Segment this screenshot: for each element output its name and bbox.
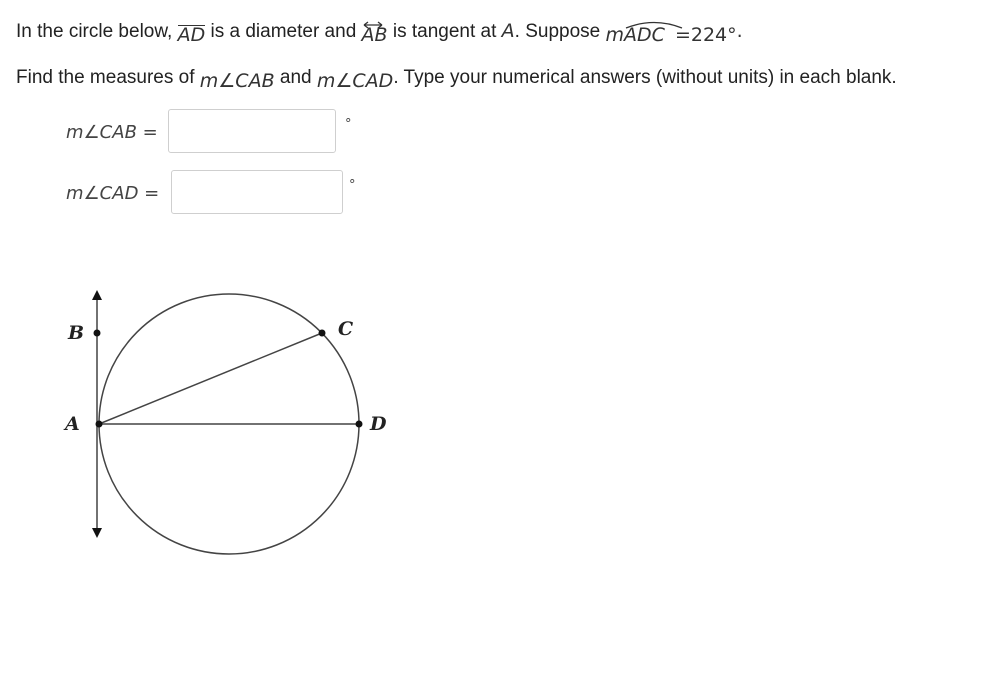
problem-text: In the circle below, — [16, 21, 178, 42]
answer-label-cad: m∠CAD = — [66, 183, 160, 204]
point-label-b: B — [68, 322, 85, 344]
point-b-dot — [94, 330, 101, 337]
point-label-d: D — [370, 413, 387, 435]
chord-ac — [99, 333, 322, 424]
arc-adc: ADC — [624, 24, 665, 46]
point-a-dot — [96, 421, 103, 428]
measure-m: m — [605, 24, 625, 46]
problem-text: Find the measures of — [16, 67, 200, 88]
angle-cab-text: m∠CAB — [199, 70, 275, 92]
problem-text: is a diameter and — [205, 21, 362, 42]
answer-label-cab: m∠CAB = — [66, 122, 158, 143]
degree-symbol: ° — [345, 117, 352, 132]
degree-symbol: ° — [349, 178, 356, 193]
problem-text: and — [274, 67, 317, 88]
point-a-text: A — [501, 20, 515, 42]
line-ab: AB — [362, 24, 388, 46]
segment-ad: AD — [177, 24, 206, 46]
arc-measure: =224° — [674, 24, 737, 46]
problem-text: is tangent at — [387, 21, 502, 42]
point-label-c: C — [338, 318, 354, 340]
problem-text: . Type your numerical answers (without units) in each blank. — [393, 67, 897, 88]
problem-text: . Suppose — [514, 21, 606, 42]
angle-cad-text: m∠CAD — [316, 70, 394, 92]
point-c-dot — [319, 330, 326, 337]
point-d-dot — [356, 421, 363, 428]
point-label-a: A — [65, 413, 80, 435]
problem-text: . — [736, 20, 743, 42]
tangent-arrow-up — [92, 290, 102, 300]
tangent-arrow-down — [92, 528, 102, 538]
